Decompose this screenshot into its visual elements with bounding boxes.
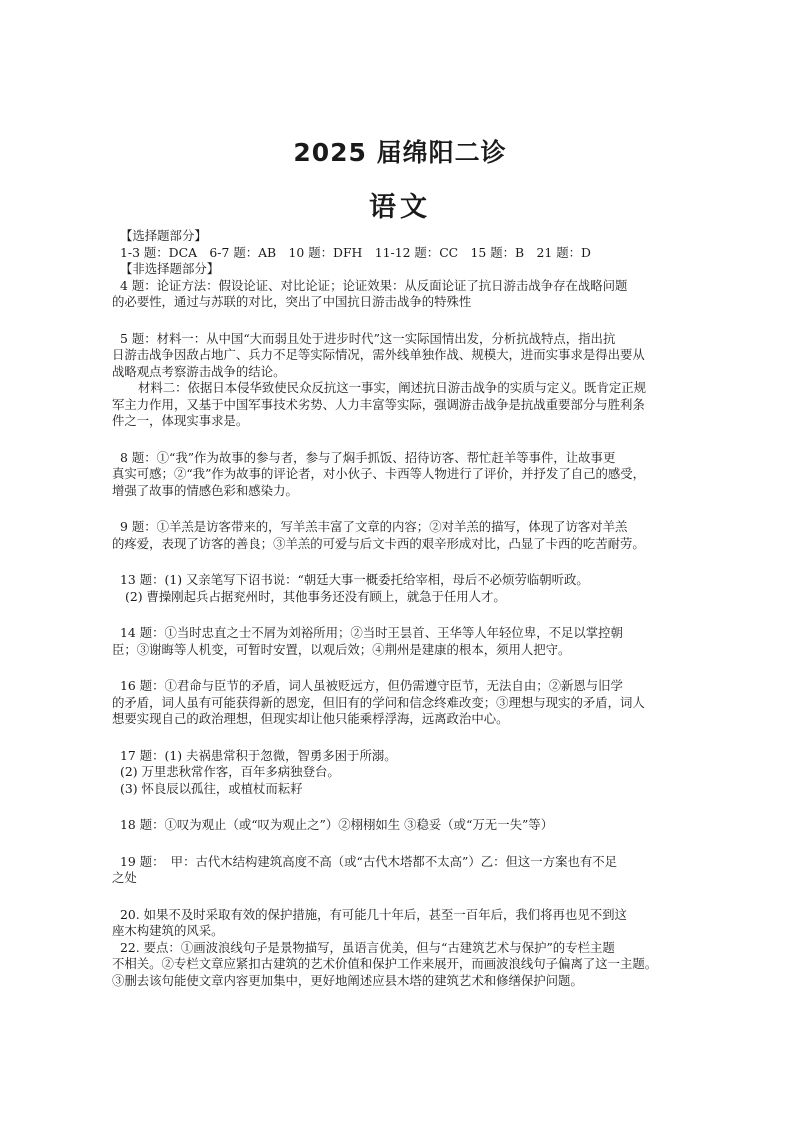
answer-line: 14 题：①当时忠直之士不屑为刘裕所用；②当时王昙首、王华等人年轻位卑，不足以掌控朝 [120, 625, 623, 640]
answer-q8 [112, 450, 692, 500]
answer-q17 [112, 748, 692, 798]
answer-q5-material1 [112, 331, 692, 381]
answer-q22 [112, 940, 692, 990]
answer-line: 想要实现自己的政治理想，但现实却让他只能乘桴浮海，远离政治中心。 [112, 711, 509, 726]
answer-q20 [112, 907, 692, 940]
answer-line: 8 题：①“我”作为故事的参与者，参与了焖手抓饭、招待访客、帮忙赶羊等事件，让故事更 [120, 449, 616, 465]
answer-line: 17 题：(1) 夫祸患常积于忽微，智勇多困于所溺。 [120, 747, 397, 763]
subjective-heading: 【非选择题部分】 [120, 261, 220, 276]
answer-line: 战略观点考察游击战争的结论。 [112, 363, 286, 379]
answer-line: 材料二：依据日本侵华致使民众反抗这一事实，阐述抗日游击战争的实质与定义。既肯定正规 [138, 380, 647, 395]
answer-line: (2) 曹操刚起兵占据兖州时，其他事务还没有顾上，就急于任用人才。 [125, 588, 506, 604]
answer-line: 16 题：①君命与臣节的矛盾，词人虽被贬远方，但仍需遵守臣节，无法自由；②新恩与旧学 [120, 678, 623, 693]
answer-q14 [112, 625, 692, 658]
answer-line: 之处 [112, 870, 137, 885]
answer-line: 臣；③谢晦等人机变，可暂时安置，以观后效；④荆州是建康的根本，须用人把守。 [112, 641, 571, 657]
answer-line: 的矛盾，词人虽有可能获得新的恩宠，但旧有的学问和信念终难改变；③理想与现实的矛盾，词人 [112, 694, 645, 710]
answer-line: 18 题：①叹为观止（或“叹为观止之”）②栩栩如生 ③稳妥（或“万无一失”等） [120, 817, 554, 832]
answer-line: (3) 怀良辰以孤往，或植杖而耘耔 [120, 780, 303, 796]
answer-line: 日游击战争因敌占地广、兵力不足等实际情况，需外线单独作战、规模大，进而实事求是得出要从 [112, 347, 645, 362]
objective-answers: 1-3 题：DCA 6-7 题：AB 10 题：DFH 11-12 题：CC 15 题：B 21 题：D [120, 244, 591, 260]
answer-line: 真实可感；②“我”作为故事的评论者，对小伙子、卡西等人物进行了评价，并抒发了自己的感受， [112, 466, 646, 481]
answer-line: ③删去该句能使文章内容更加集中，更好地阐述应县木塔的建筑艺术和修缮保护问题。 [112, 972, 583, 988]
answer-line: 件之一，体现实事求是。 [112, 413, 249, 428]
answer-line: 20. 如果不及时采取有效的保护措施，有可能几十年后，甚至一百年后，我们将再也见不到这 [120, 906, 627, 922]
answer-line: 13 题：(1) 又亲笔写下诏书说：“朝廷大事一概委托给宰相，母后不必烦劳临朝听政。 [120, 572, 589, 587]
subject-title: 语文 [369, 192, 431, 223]
answer-line: (2) 万里悲秋常作客，百年多病独登台。 [120, 764, 340, 779]
answer-line: 的必要性，通过与苏联的对比，突出了中国抗日游击战争的特殊性 [112, 294, 472, 309]
answer-line: 22. 要点：①画波浪线句子是景物描写，虽语言优美，但与“古建筑艺术与保护”的专栏主题 [120, 939, 615, 955]
objective-heading: 【选择题部分】 [120, 228, 207, 243]
answer-line: 5 题：材料一：从中国“大而弱且处于进步时代”这一实际国情出发，分析抗战特点，指出抗 [120, 330, 616, 346]
answer-q16 [112, 678, 692, 728]
answer-q13 [112, 572, 692, 605]
answer-q4 [112, 278, 692, 311]
answer-line: 9 题：①羊羔是访客带来的，写羊羔丰富了文章的内容；②对羊羔的描写，体现了访客对羊羔 [120, 519, 628, 534]
document-title: 2025 届绵阳二诊 [293, 138, 507, 167]
answer-line: 不相关。②专栏文章应紧扣古建筑的艺术价值和保护工作来展开，而画波浪线句子偏离了这一主题。 [112, 956, 658, 971]
answer-line: 军主力作用，又基于中国军事技术劣势、人力丰富等实际，强调游击战争是抗战重要部分与胜利条 [112, 396, 645, 412]
answer-key-body [112, 228, 692, 989]
answer-q9 [112, 519, 692, 552]
answer-line: 4 题：论证方法：假设论证、对比论证；论证效果：从反面论证了抗日游击战争存在战略问题 [120, 277, 628, 293]
answer-q18 [112, 817, 692, 834]
answer-q5-material2 [112, 380, 692, 430]
answer-line: 19 题： 甲：古代木结构建筑高度不高（或“古代木塔都不太高”）乙：但这一方案也有不足 [120, 853, 618, 869]
answer-line: 的疼爱，表现了访客的善良；③羊羔的可爱与后文卡西的艰辛形成对比，凸显了卡西的吃苦耐劳。 [112, 535, 645, 551]
answer-q19 [112, 854, 692, 887]
answer-line: 座木构建筑的风采。 [112, 923, 224, 938]
answer-line: 增强了故事的情感色彩和感染力。 [112, 482, 298, 498]
